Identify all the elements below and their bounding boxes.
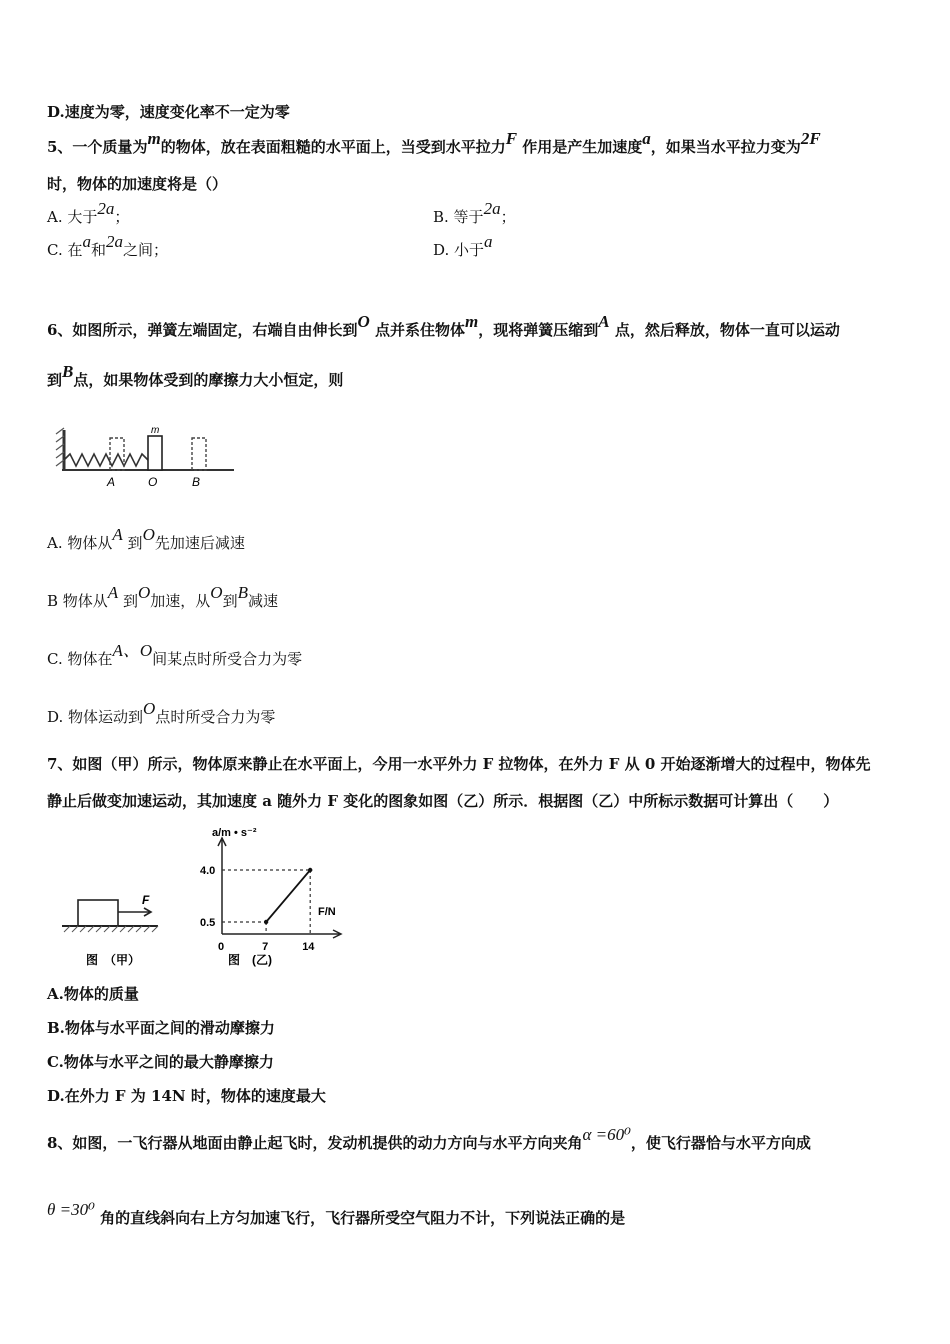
q5-stem-line1: 5、一个质量为m的物体，放在表面粗糙的水平面上，当受到水平拉力F 作用是产生加速度a，如果当水平拉力变为2F <box>47 129 821 156</box>
y-tick-label: 4.0 <box>200 865 216 877</box>
position-b-block <box>192 438 206 470</box>
block-object <box>78 900 118 926</box>
q7-stem-line2: 静止后做变加速运动，其加速度 a 随外力 F 变化的图象如图（乙）所示．根据图（乙）中所标示数据可计算出（ ） <box>47 792 839 810</box>
caption-jia: 图 （甲） <box>86 953 141 967</box>
q6-option-d: D. 物体运动到O点时所受合力为零 <box>47 699 276 726</box>
data-line <box>266 870 310 922</box>
q7-stem-line1: 7、如图（甲）所示，物体原来静止在水平面上，今用一水平外力 F 拉物体，在外力 F 从 0 开始逐渐增大的过程中，物体先 <box>47 755 871 773</box>
x-tick-label: 0 <box>218 941 225 953</box>
spring <box>64 454 148 466</box>
q4-option-d: D.速度为零，速度变化率不一定为零 <box>47 103 290 121</box>
force-label: F <box>142 893 150 907</box>
q6-stem-line1: 6、如图所示，弹簧左端固定，右端自由伸长到O 点并系住物体m，现将弹簧压缩到A 点，然后释放，物体一直可以运动 <box>47 312 840 339</box>
figure-yi-chart <box>190 824 360 974</box>
point-o-label: O <box>148 475 158 489</box>
q5-stem-line2: 时，物体的加速度将是（） <box>47 175 228 193</box>
caption-yi: 图 (乙) <box>228 953 272 967</box>
mass-block <box>148 436 162 470</box>
q5-option-c: C. 在a和2a之间； <box>47 232 169 259</box>
q5-option-d: D. 小于a <box>433 232 493 259</box>
point-b-label: B <box>192 475 201 489</box>
q6-option-a: A. 物体从A 到O先加速后减速 <box>47 525 245 552</box>
q6-option-c: C. 物体在A、O间某点时所受合力为零 <box>47 641 303 668</box>
spring-figure <box>44 408 244 500</box>
q7-option-a: A.物体的质量 <box>47 985 139 1003</box>
q8-stem-line1: 8、如图，一飞行器从地面由静止起飞时，发动机提供的动力方向与水平方向夹角α =60⁰，使飞行器恰与水平方向成 <box>47 1125 811 1152</box>
data-point <box>308 868 312 872</box>
q7-option-b: B.物体与水平面之间的滑动摩擦力 <box>47 1019 275 1037</box>
x-tick-label: 7 <box>262 941 269 953</box>
q5-option-b: B. 等于2a； <box>433 199 516 226</box>
x-axis-label: F/N <box>318 906 336 918</box>
q6-stem-line2: 到B点，如果物体受到的摩擦力大小恒定，则 <box>47 362 344 389</box>
figure-jia <box>58 888 170 970</box>
mass-label: m <box>151 425 160 436</box>
q8-stem-line2: θ =30⁰ 角的直线斜向右上方匀加速飞行，飞行器所受空气阻力不计，下列说法正确的是 <box>47 1200 626 1227</box>
q7-option-c: C.物体与水平之间的最大静摩擦力 <box>47 1053 274 1071</box>
point-a-label: A <box>107 475 116 489</box>
q6-option-b: B 物体从A 到O加速，从O到B减速 <box>47 583 278 610</box>
data-point <box>264 920 268 924</box>
q7-option-d: D.在外力 F 为 14N 时，物体的速度最大 <box>47 1087 326 1105</box>
q5-option-a: A. 大于2a； <box>47 199 130 226</box>
y-axis-label: a/m • s⁻² <box>212 827 257 839</box>
y-tick-label: 0.5 <box>200 917 216 929</box>
x-tick-label: 14 <box>302 941 315 953</box>
